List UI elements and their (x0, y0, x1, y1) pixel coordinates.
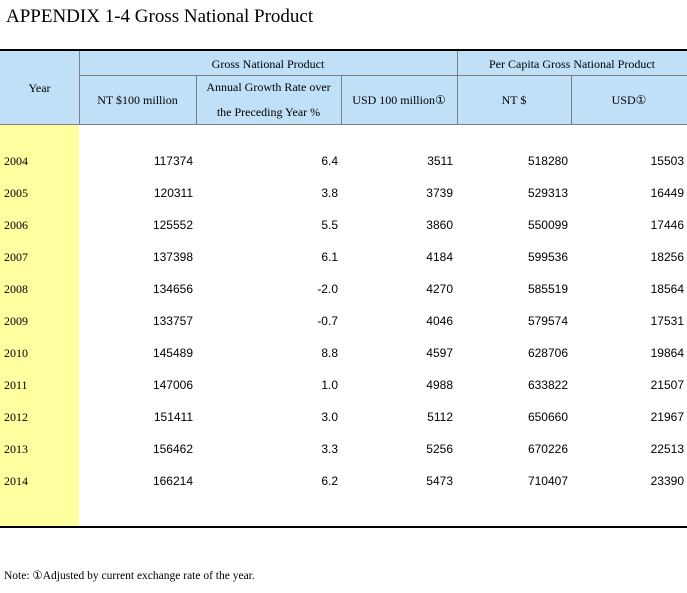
cell-growth: 6.1 (321, 250, 338, 264)
cell-growth: -0.7 (317, 314, 338, 328)
cell-nt-100m: 120311 (153, 186, 193, 200)
cell-nt-100m: 134656 (152, 282, 193, 296)
cell-nt: 650660 (527, 410, 568, 424)
cell-usd: 18564 (650, 282, 684, 296)
cell-usd-100m: 4184 (426, 250, 453, 264)
row-year: 2009 (4, 314, 28, 328)
cell-growth: 3.0 (321, 410, 338, 424)
cell-growth: 6.4 (321, 154, 338, 168)
cell-usd-100m: 3511 (427, 154, 453, 168)
cell-nt-100m: 147006 (152, 378, 193, 392)
table-top-border (0, 49, 687, 51)
page-title: APPENDIX 1-4 Gross National Product (6, 6, 314, 27)
cell-nt: 670226 (527, 442, 568, 456)
cell-growth: 1.0 (321, 378, 338, 392)
row-year: 2012 (4, 410, 28, 424)
cell-usd: 21967 (650, 410, 684, 424)
cell-nt-100m: 145489 (152, 346, 193, 360)
cell-nt: 518280 (527, 154, 568, 168)
cell-usd-100m: 5112 (427, 410, 453, 424)
cell-usd-100m: 4046 (426, 314, 453, 328)
header-growth-line1: Annual Growth Rate over (206, 80, 331, 94)
cell-nt: 585519 (527, 282, 568, 296)
cell-nt: 599536 (527, 250, 568, 264)
cell-usd: 22513 (650, 442, 684, 456)
cell-nt-100m: 117374 (153, 154, 193, 168)
header-growth-line2: the Preceding Year % (216, 105, 321, 119)
cell-usd-100m: 4597 (426, 346, 453, 360)
header-gnp-group: Gross National Product (211, 57, 325, 71)
cell-usd-100m: 3739 (426, 186, 453, 200)
cell-nt: 550099 (527, 218, 568, 232)
cell-usd: 21507 (650, 378, 684, 392)
cell-nt: 633822 (527, 378, 568, 392)
cell-usd-100m: 4988 (426, 378, 453, 392)
row-year: 2008 (4, 282, 28, 296)
cell-usd: 15503 (650, 154, 684, 168)
cell-usd-100m: 5256 (426, 442, 453, 456)
cell-nt-100m: 156462 (152, 442, 193, 456)
cell-growth: 3.3 (321, 442, 338, 456)
header-year: Year (28, 81, 51, 95)
table-bottom-border (0, 526, 687, 528)
cell-nt-100m: 133757 (152, 314, 193, 328)
row-year: 2014 (4, 474, 28, 488)
cell-nt-100m: 166214 (152, 474, 193, 488)
footnote: Note: ①Adjusted by current exchange rate of the year. (4, 570, 255, 582)
row-year: 2006 (4, 218, 28, 232)
cell-usd-100m: 3860 (426, 218, 453, 232)
cell-nt: 710407 (527, 474, 568, 488)
row-year: 2011 (4, 378, 28, 392)
cell-nt: 529313 (527, 186, 568, 200)
row-year: 2013 (4, 442, 28, 456)
cell-nt: 628706 (527, 346, 568, 360)
cell-usd: 23390 (650, 474, 684, 488)
cell-growth: -2.0 (317, 282, 338, 296)
row-year: 2010 (4, 346, 28, 360)
cell-growth: 5.5 (321, 218, 338, 232)
cell-usd-100m: 5473 (426, 474, 453, 488)
cell-growth: 6.2 (321, 474, 338, 488)
cell-usd: 17446 (650, 218, 684, 232)
cell-nt-100m: 137398 (152, 250, 193, 264)
header-nt-100-million: NT $100 million (97, 93, 178, 107)
header-bottom-border (0, 124, 687, 125)
cell-nt: 579574 (527, 314, 568, 328)
cell-usd: 17531 (650, 314, 684, 328)
cell-growth: 8.8 (321, 346, 338, 360)
header-usd: USD① (611, 93, 647, 107)
cell-nt-100m: 151411 (153, 410, 193, 424)
header-usd-100-million: USD 100 million① (352, 93, 446, 107)
row-year: 2005 (4, 186, 28, 200)
cell-usd-100m: 4270 (426, 282, 453, 296)
header-divider (79, 75, 687, 76)
cell-growth: 3.8 (321, 186, 338, 200)
cell-usd: 16449 (650, 186, 684, 200)
row-year: 2007 (4, 250, 28, 264)
row-year: 2004 (4, 154, 28, 168)
cell-usd: 19864 (650, 346, 684, 360)
cell-nt-100m: 125552 (152, 218, 193, 232)
cell-usd: 18256 (650, 250, 684, 264)
header-nt-dollar: NT $ (501, 93, 527, 107)
header-per-capita-group: Per Capita Gross National Product (489, 57, 655, 71)
